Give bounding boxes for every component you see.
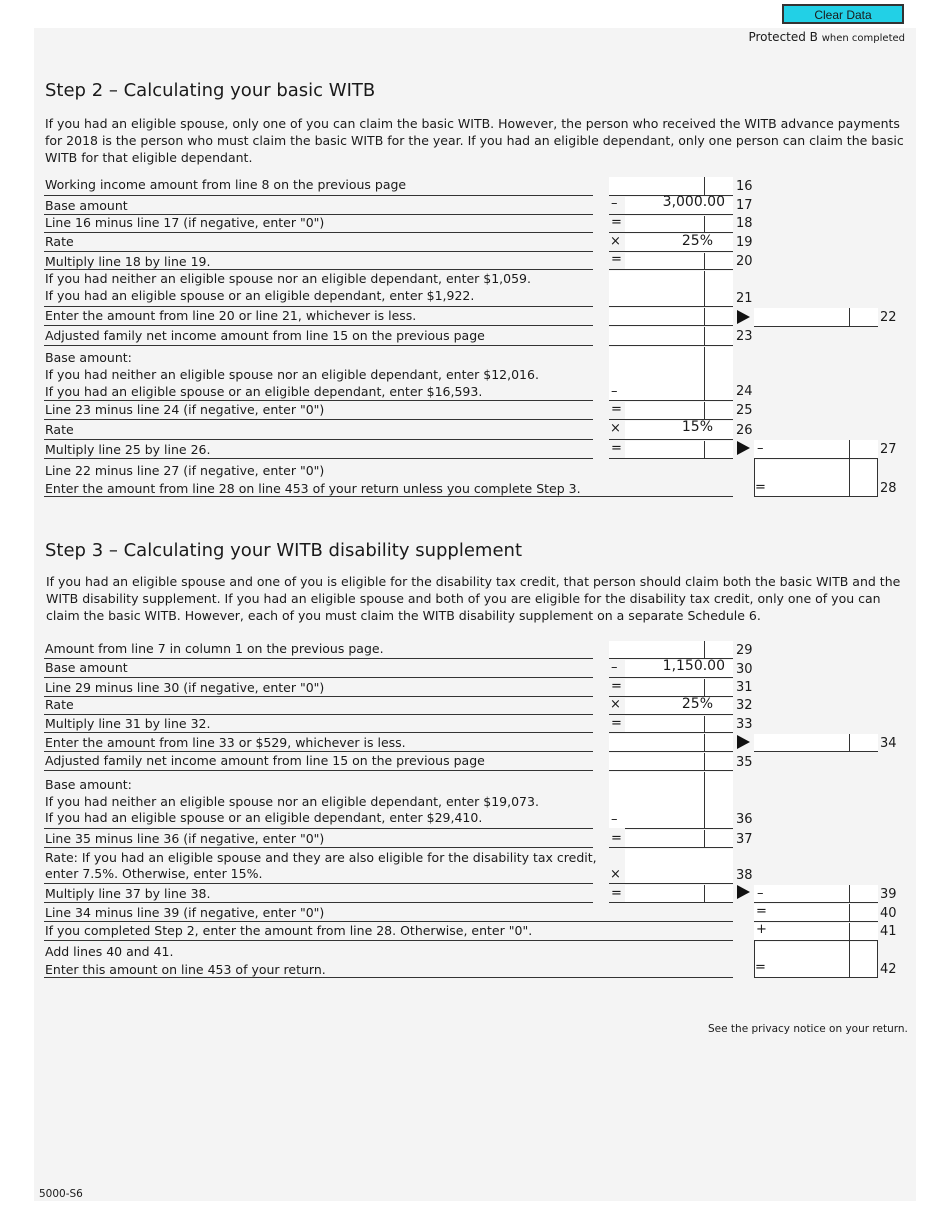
line-number: 41 (880, 924, 897, 939)
minus-sign: – (611, 660, 618, 675)
rule (754, 496, 878, 497)
rule (44, 732, 593, 733)
cents-divider (849, 440, 850, 458)
line-number: 21 (736, 291, 753, 306)
times-sign: × (610, 421, 621, 436)
rule (754, 751, 878, 752)
rule (44, 496, 733, 497)
rule (609, 214, 733, 215)
rule (609, 714, 733, 715)
rule (44, 439, 593, 440)
line39-right-field[interactable] (754, 885, 878, 902)
cents-divider (704, 216, 705, 232)
cents-divider (849, 308, 850, 326)
line16-label: Working income amount from line 8 on the previous page (45, 177, 407, 192)
line24-field[interactable] (609, 347, 733, 400)
rule (609, 902, 733, 903)
line37-label: Line 35 minus line 36 (if negative, enter "0") (45, 831, 325, 846)
line36a-label: Base amount: (45, 777, 132, 792)
line19-value: 25% (681, 233, 713, 249)
rule (44, 419, 593, 420)
rule (609, 847, 733, 848)
minus-sign: – (757, 886, 764, 901)
rule (44, 677, 593, 678)
line-number: 30 (736, 662, 753, 677)
line33-label: Multiply line 31 by line 32. (45, 716, 211, 731)
line30-label: Base amount (45, 660, 128, 675)
minus-sign: – (611, 812, 618, 827)
rule (44, 214, 593, 215)
line20-label: Multiply line 18 by line 19. (45, 254, 211, 269)
line40-label: Line 34 minus line 39 (if negative, enter "0") (45, 905, 325, 920)
box-edge (877, 941, 878, 977)
line23-label: Adjusted family net income amount from line 15 on the previous page (45, 328, 485, 343)
line30-value: 1,150.00 (662, 658, 725, 674)
line39-field[interactable] (625, 885, 733, 902)
line37-field[interactable] (625, 830, 733, 847)
rule (609, 732, 733, 733)
box-edge (754, 459, 755, 496)
cents-divider (704, 402, 705, 419)
line27-right-field[interactable] (754, 440, 878, 458)
line-number: 34 (880, 736, 897, 751)
step2-intro: If you had an eligible spouse, only one of you can claim the basic WITB. However, the person who received the WITB advance payments for 2018 is the person who must claim the basic WITB for the year. If you had an eligible dependant, only one person can claim the basic WITB for that eligible dependant. (45, 116, 904, 165)
step3-title: Step 3 – Calculating your WITB disability supplement (45, 540, 522, 561)
rule (44, 195, 593, 196)
rule (44, 847, 593, 848)
cents-divider (704, 253, 705, 269)
line41-field[interactable] (754, 923, 878, 940)
cents-divider (704, 308, 705, 325)
line35-field[interactable] (609, 753, 733, 770)
rule (754, 458, 878, 459)
line22-left-field (609, 308, 733, 325)
equals-sign: = (611, 886, 622, 901)
equals-sign: = (611, 441, 622, 456)
rule (609, 458, 733, 459)
line22-label: Enter the amount from line 20 or line 21, whichever is less. (45, 308, 417, 323)
line-number: 24 (736, 384, 753, 399)
line18-label: Line 16 minus line 17 (if negative, enter "0") (45, 215, 325, 230)
line26-value: 15% (681, 419, 713, 435)
rule (609, 751, 733, 752)
rule (44, 696, 593, 697)
line24b-label: If you had neither an eligible spouse nor an eligible dependant, enter $12,016. (45, 367, 539, 382)
line33-field[interactable] (625, 716, 733, 732)
rule (609, 439, 733, 440)
arrow-icon (737, 885, 750, 899)
line21-field[interactable] (609, 271, 733, 306)
arrow-icon (737, 310, 750, 324)
equals-sign: = (756, 904, 767, 919)
line34-left-field (609, 734, 733, 751)
rule (44, 714, 593, 715)
line-number: 22 (880, 310, 897, 325)
line34-field[interactable] (754, 734, 878, 751)
line23-field[interactable] (609, 327, 733, 345)
line-number: 29 (736, 643, 753, 658)
box-edge (754, 941, 755, 977)
line36c-label: If you had an eligible spouse or an eligible dependant, enter $29,410. (45, 810, 483, 825)
cents-divider (704, 885, 705, 902)
cents-divider (704, 441, 705, 458)
rule (609, 306, 733, 307)
times-sign: × (610, 234, 621, 249)
minus-sign: – (757, 441, 764, 456)
line38b-label: enter 7.5%. Otherwise, enter 15%. (45, 866, 263, 881)
cents-divider (704, 641, 705, 658)
line17-value: 3,000.00 (662, 194, 725, 210)
rule (754, 326, 878, 327)
cents-divider (704, 772, 705, 828)
rule (625, 828, 733, 829)
line36b-label: If you had neither an eligible spouse nor an eligible dependant, enter $19,073. (45, 794, 539, 809)
equals-sign: = (755, 480, 766, 495)
line-number: 33 (736, 717, 753, 732)
line-number: 23 (736, 329, 753, 344)
line-number: 35 (736, 755, 753, 770)
line38a-label: Rate: If you had an eligible spouse and they are also eligible for the disability tax credit, (45, 850, 597, 865)
rule (609, 251, 733, 252)
cents-divider (704, 327, 705, 345)
rule (44, 658, 593, 659)
rule (609, 883, 733, 884)
line28-field[interactable] (754, 460, 878, 496)
line25-label: Line 23 minus line 24 (if negative, enter "0") (45, 402, 325, 417)
line24a-label: Base amount: (45, 350, 132, 365)
rule (44, 251, 593, 252)
times-sign: × (610, 867, 621, 882)
cents-divider (849, 459, 850, 496)
line19-label: Rate (45, 234, 74, 249)
rule (609, 345, 733, 346)
rule (44, 921, 733, 922)
line-number: 36 (736, 812, 753, 827)
cents-divider (704, 830, 705, 847)
line35-label: Adjusted family net income amount from line 15 on the previous page (45, 753, 485, 768)
times-sign: × (610, 697, 621, 712)
line-number: 20 (736, 254, 753, 269)
line39-label: Multiply line 37 by line 38. (45, 886, 211, 901)
step2-title: Step 2 – Calculating your basic WITB (45, 80, 376, 101)
cents-divider (704, 753, 705, 770)
cents-divider (704, 716, 705, 732)
equals-sign: = (611, 252, 622, 267)
line28b-label: Enter the amount from line 28 on line 453 of your return unless you complete Step 3. (45, 481, 581, 496)
cents-divider (849, 941, 850, 977)
line22-field[interactable] (754, 308, 878, 326)
rule (44, 977, 733, 978)
rule (754, 902, 878, 903)
line-number: 19 (736, 235, 753, 250)
line42b-label: Enter this amount on line 453 of your return. (45, 962, 326, 977)
plus-sign: + (756, 922, 767, 937)
cents-divider (849, 923, 850, 940)
line-number: 39 (880, 887, 897, 902)
cents-divider (704, 734, 705, 751)
rule (44, 458, 593, 459)
line25-field[interactable] (625, 402, 733, 419)
cents-divider (704, 271, 705, 306)
line-number: 16 (736, 179, 753, 194)
equals-sign: = (611, 679, 622, 694)
line41-label: If you completed Step 2, enter the amount from line 28. Otherwise, enter "0". (45, 923, 533, 938)
equals-sign: = (611, 215, 622, 230)
line16-field[interactable] (609, 177, 733, 195)
line34-label: Enter the amount from line 33 or $529, whichever is less. (45, 735, 406, 750)
line-number: 18 (736, 216, 753, 231)
rule (44, 306, 593, 307)
line32-label: Rate (45, 697, 74, 712)
protected-label: Protected B when completed (748, 30, 905, 44)
rule (44, 232, 593, 233)
line36-field[interactable] (609, 772, 733, 828)
rule (44, 345, 593, 346)
line-number: 17 (736, 198, 753, 213)
rule (44, 828, 593, 829)
cents-divider (849, 885, 850, 902)
rule (754, 940, 878, 941)
equals-sign: = (611, 831, 622, 846)
line-number: 37 (736, 832, 753, 847)
line-number: 32 (736, 698, 753, 713)
arrow-icon (737, 735, 750, 749)
line-number: 31 (736, 680, 753, 695)
rule (754, 921, 878, 922)
line-number: 38 (736, 868, 753, 883)
line40-field[interactable] (754, 904, 878, 921)
line31-label: Line 29 minus line 30 (if negative, enter "0") (45, 680, 325, 695)
cents-divider (849, 734, 850, 751)
rule (44, 400, 593, 401)
rule (44, 770, 593, 771)
rule (609, 677, 733, 678)
line18-field[interactable] (625, 216, 733, 232)
line-number: 26 (736, 423, 753, 438)
rule (44, 883, 593, 884)
rule (609, 770, 733, 771)
rule (44, 751, 593, 752)
form-id: 5000-S6 (39, 1188, 83, 1200)
line26-label: Rate (45, 422, 74, 437)
line29-label: Amount from line 7 in column 1 on the previous page. (45, 641, 384, 656)
rule (44, 940, 733, 941)
equals-sign: = (611, 716, 622, 731)
equals-sign: = (755, 960, 766, 975)
line31-field[interactable] (625, 679, 733, 696)
line28a-label: Line 22 minus line 27 (if negative, enter "0") (45, 463, 325, 478)
line20-field[interactable] (625, 253, 733, 269)
line38-field[interactable] (625, 849, 733, 883)
privacy-notice: See the privacy notice on your return. (708, 1023, 908, 1035)
line-number: 42 (880, 962, 897, 977)
equals-sign: = (611, 402, 622, 417)
line-number: 25 (736, 403, 753, 418)
line27-field[interactable] (625, 441, 733, 458)
step3-intro: If you had an eligible spouse and one of you is eligible for the disability tax credit, that person should claim both the basic WITB and the WITB disability supplement. If you had an eligible spouse and both of you are eligible for the disability tax credit, only one of you can claim the basic WITB. However, each of you must claim the WITB disability supplement on a separate Schedule 6. (46, 574, 901, 623)
arrow-icon (737, 441, 750, 455)
cents-divider (704, 177, 705, 195)
rule (44, 325, 593, 326)
rule (754, 977, 878, 978)
box-edge (877, 459, 878, 496)
rule (44, 269, 593, 270)
minus-sign: – (611, 196, 618, 211)
rule (44, 902, 593, 903)
rule (609, 269, 733, 270)
line32-value: 25% (681, 696, 713, 712)
rule (609, 325, 733, 326)
clear-data-button[interactable]: Clear Data (782, 4, 904, 24)
line-number: 27 (880, 442, 897, 457)
line24c-label: If you had an eligible spouse or an eligible dependant, enter $16,593. (45, 384, 483, 399)
line21b-label: If you had an eligible spouse or an eligible dependant, enter $1,922. (45, 288, 475, 303)
line29-field[interactable] (609, 641, 733, 658)
line17-label: Base amount (45, 198, 128, 213)
minus-sign: – (611, 384, 618, 399)
line-number: 28 (880, 481, 897, 496)
cents-divider (704, 347, 705, 400)
line-number: 40 (880, 906, 897, 921)
cents-divider (704, 679, 705, 696)
cents-divider (849, 904, 850, 921)
line42-field[interactable] (754, 942, 878, 977)
line21a-label: If you had neither an eligible spouse nor an eligible dependant, enter $1,059. (45, 271, 531, 286)
line27-label: Multiply line 25 by line 26. (45, 442, 211, 457)
rule (609, 400, 733, 401)
line42a-label: Add lines 40 and 41. (45, 944, 174, 959)
